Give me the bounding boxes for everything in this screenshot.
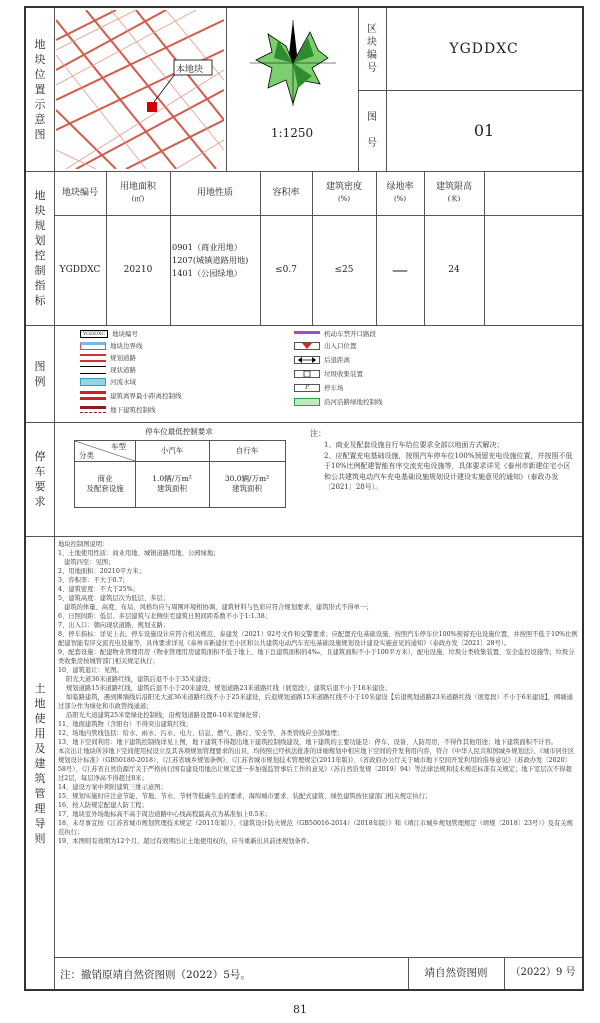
- indicator-header: [170, 171, 260, 215]
- indicator-uses: [172, 241, 260, 280]
- planning-label-char: 块: [34, 204, 46, 217]
- footer-doc-number: （2022）9 号: [510, 967, 576, 978]
- location-map: [56, 10, 224, 169]
- legend-item-setback-line: 建筑离界最小距离控制线: [80, 391, 182, 400]
- row-label: 商业 及配套设施: [86, 474, 124, 493]
- location-label-char: 示: [34, 98, 46, 111]
- parking-label-char: 要: [34, 480, 46, 493]
- bike-value: 30.0辆/万m² 建筑面积: [224, 474, 270, 493]
- landuse-label-char: 及: [34, 742, 46, 755]
- parking-table-title: 停车位最低控制要求: [145, 427, 213, 436]
- land-use-item: 1207(城镇道路用地): [172, 255, 249, 265]
- section-label-landuse: [26, 536, 54, 991]
- landuse-label-char: 土: [34, 682, 46, 695]
- parking-label-char: 停: [34, 450, 46, 463]
- block-location-marker: [147, 102, 157, 112]
- legend-item-river: 河流水域: [80, 377, 136, 386]
- legend-panel: [54, 325, 582, 422]
- parking-note-title: 注：: [310, 429, 326, 438]
- indicator-header-unit: (%): [393, 195, 407, 203]
- indicator-area: 20210: [123, 265, 153, 275]
- legend-item-block-code: YGDDXC 地块编号: [80, 329, 138, 338]
- indicator-header-label: 地块编号: [61, 188, 98, 198]
- landuse-label-char: 导: [34, 817, 46, 830]
- landuse-label-char: 筑: [34, 772, 46, 785]
- map-number-label-char: 号: [367, 137, 377, 149]
- legend-item-underground-line: 地下建筑控制线: [80, 405, 156, 414]
- wind-rose-svg: [248, 18, 338, 108]
- legend-item-planned-road: 规划道路: [80, 353, 136, 362]
- planning-label-char: 地: [34, 189, 46, 202]
- map-number-label: [358, 90, 386, 171]
- legend-item-green-control: 沿河沿路绿地控制线: [294, 397, 383, 406]
- indicator-header-label: 建筑密度: [325, 182, 362, 192]
- parking-panel: [54, 422, 582, 536]
- planning-label-char: 标: [34, 294, 46, 307]
- landuse-label-char: 建: [34, 757, 46, 770]
- indicator-header-unit: (㎡): [131, 195, 145, 203]
- indicator-header-label: 用地性质: [196, 188, 233, 198]
- legend-label-char: 例: [34, 374, 46, 388]
- indicator-code: YGDDXC: [59, 265, 101, 275]
- col-type-label: 车型: [111, 442, 126, 451]
- land-use-item: 1401（公园绿地）: [172, 268, 242, 278]
- indicator-header-label: 用地面积: [119, 182, 156, 192]
- legend-item-no-entry: 机动车禁开口路段: [294, 329, 376, 338]
- block-number-label: [358, 8, 386, 90]
- legend-item-parking: P 停车场: [294, 383, 344, 392]
- parking-table: [74, 440, 286, 508]
- landuse-label-char: 则: [34, 832, 46, 845]
- block-number-value: YGDDXC: [449, 41, 519, 57]
- divider-4: [26, 536, 582, 537]
- parking-notes: 1、商业及配套设施自行车给位要求全部以地面方式解决； 2、应配置充电基础设施，按照汽车停车位100%预留充电设施位置，并按照不低于10%比例配建智能有序交流充电设施等，具体要求详见《泰州市新建住宅小区和公共建筑电动汽车充电基础设施规划设计建设实施意见的通知》（泰政办发〔2021〕28号）。: [324, 441, 573, 491]
- landuse-label-char: 理: [34, 802, 46, 815]
- indicator-header-unit: (%): [337, 195, 351, 203]
- indicators-table: [54, 171, 582, 325]
- parking-icon: P: [294, 384, 320, 392]
- indicator-header: [54, 171, 106, 215]
- location-label-char: 地: [34, 38, 46, 51]
- indicator-header: [106, 171, 170, 215]
- block-number-label-char: 区: [367, 24, 377, 35]
- legend-item-entrance: 出入口位置: [294, 341, 357, 350]
- indicator-header-unit: (米): [447, 195, 461, 203]
- legend-item-existing-road: 现状道路: [80, 365, 136, 374]
- legend-item-boundary: 地块边界线: [80, 341, 143, 350]
- planning-label-char: 指: [34, 279, 46, 292]
- section-label-parking: [26, 422, 54, 536]
- block-number-label-char: 号: [367, 63, 377, 74]
- col-cat-label: 分类: [79, 451, 94, 460]
- section-label-legend: [26, 325, 54, 422]
- planning-label-char: 规: [34, 219, 46, 232]
- indicator-header-label: 容积率: [272, 188, 300, 198]
- location-label-char: 块: [34, 53, 46, 66]
- indicator-header: [424, 171, 484, 215]
- car-value: 1.0辆/万m² 建筑面积: [152, 474, 192, 493]
- indicator-header: [260, 171, 312, 215]
- wind-rose: [248, 18, 338, 108]
- footer-authority: 靖自然资图则: [424, 967, 488, 979]
- legend-item-garbage: 垃圾收集装置: [294, 369, 363, 378]
- map-number-value: 01: [473, 120, 495, 140]
- col-bike-header: 自行车: [235, 446, 259, 455]
- map-number-label-char: 图: [367, 111, 377, 123]
- indicator-header-label: 建筑限高: [435, 182, 472, 192]
- landuse-label-char: 管: [34, 787, 46, 800]
- plan-sheet: [24, 6, 584, 991]
- parking-label-char: 车: [34, 465, 46, 478]
- planning-label-char: 划: [34, 234, 46, 247]
- planning-label-char: 控: [34, 249, 46, 262]
- landuse-label-char: 地: [34, 697, 46, 710]
- landuse-guide-text: 地块控制图说明： 1、土地使用性质：商业用地、城镇道路用地、公园绿地； 建筑四至：见图； 2、用地面积：20210平方米； 3、容积率：不大于0.7； 4、建筑密度：不大于25%； 5、建筑高度：建筑层次为低层、多层； 建筑的体量、高度、布局、风格均应与周围环境相协调，建筑材料与色彩应符合规划要求，建筑形式不得单一； 6、日照间距：低层、多层建筑与北侧住宅建筑日照间距系数不小于1:1.38； 7、出入口：朝向现状道路、规划支路； 8、停车指标：详见上表。停车设施设计应符合相关规范、泰建发（2021）92号文件和交警要求；应配置充电基础设施，按照汽车停车位100%预留充电设施位置，并按照不低于10%比例配建智能有序交流充电设施等，具体要求详见《泰州市新建住宅小区和公共建筑电动汽车充电基础设施规划设计建设实施意见的通知》（泰政办发〔2021〕28号）。 9、配套设施：配建物业管理用房（物业管理用房建筑面积不低于地上、地下总建筑面积的4‰，且建筑面积不小于100平方米），配电设施、垃圾分类收集装置、安全监控设施等；垃圾分类收集房按城管部门相关规定执行； 10、建筑退让：见图。 阳光大道36米道路红线，建筑后退不小于35米建设； 规划道路15米道路红线，建筑后退不小于20米建设，规划道路23米道路红线（展宽段），建筑后退不小于16米建设； 如临路建筑，遇到围墙线后沿阳光大道36米道路红线不小于25米建设，后退规划道路15米道路红线不小于10米建设【后退规划道路23米道路红线（展宽段）不小于6米建设】，围墙通过部分作为绿化和市政管线通道； 沿阳光大道建筑25米宽绿化控制线，沿规划道路设置6-10米宽绿化带； 11、地面建筑物（含阳台）不得突出建筑红线； 12、场地内管线包括：给水、雨水、污水、电力、信息、燃气、路灯、安全等，各类管线应全部地埋； 13、地下空间利用：地下建筑控制线详见上图，地下建筑不得超出地下建筑控制线建设，地下建筑的主要功能是：停车、设备、人防用房，不得作其他用途；地下建筑面积不计容。 本次出让地块所涉地下空间使用权设立及其各项规划管理要求的出具，均按照已经核法批准的详细规划中相应地下空间的开发利用内容，符合《中华人民共和国城乡规划法》、《城市居住区规划设计标准》（GB50180-2018）、《江苏省城乡规划条例》、《江苏省城市规划技术管理规定(2011年版)》、《省政府办公厅关于城市地下空间开发利用的指导意见》（苏政办发〔2020〕58号）、《江苏省自然资源厅关于严格执行国有建设用地出让规定进一步加强监管事后工作的意见》（苏自然资发规〔2019〕94）等法律法规和技术规范标准有关规定；地下室层次不得超过2层，每层净高不得超过8米； 14、建设方案中须附建筑三维示意图； 15、规划实施时应注意节能、节地、节水、节材等低碳生态的要求，海绵城市要求、装配式建筑、绿色建筑按住建部门相关规定执行； 16、按人防规定配建人防工程； 17、地块室外场地标高不高于周边道路中心线高程最高点为基准加上0.5米； 18、未尽事宜按《江苏省城市规划管理技术规定（2011年版）》、《建筑设计防火规范（GB50016-2014）（2018年版）》和《靖江市城乡规划管理规定（靖规〔2018〕23号）》及有关规范执行； 19、本图则有效期为12个月，超过有效期出让土地使用权的，应当重新出具前述规划条件。: [58, 541, 578, 845]
- footer-revoke-note: 注：撤销原靖自然资图则（2022）5号。: [60, 968, 251, 981]
- parking-label-char: 求: [34, 495, 46, 508]
- indicator-header-label: 绿地率: [386, 182, 414, 192]
- col-car-header: 小汽车: [160, 446, 184, 455]
- indicator-far: ≤0.7: [275, 265, 297, 275]
- block-number-label-char: 编: [367, 50, 377, 61]
- indicator-height: 24: [448, 265, 460, 275]
- location-map-svg: [56, 10, 224, 169]
- location-label-char: 意: [34, 113, 46, 126]
- entrance-icon: [302, 343, 312, 349]
- indicator-header: [312, 171, 376, 215]
- block-number-label-char: 块: [367, 37, 377, 48]
- distance-icon: [298, 357, 316, 363]
- landuse-label-char: 用: [34, 727, 46, 740]
- location-label-char: 图: [34, 128, 46, 141]
- indicator-density: ≤25: [334, 265, 354, 275]
- planning-label-char: 制: [34, 264, 46, 277]
- page-number: 81: [293, 1003, 307, 1016]
- block-marker-label: 本地块: [176, 65, 204, 75]
- landuse-label-char: 使: [34, 712, 46, 725]
- section-label-planning: [26, 171, 54, 325]
- location-label-char: 位: [34, 68, 46, 81]
- indicator-green: —: [392, 260, 408, 279]
- location-label-char: 置: [34, 83, 46, 96]
- map-scale: 1:1250: [270, 126, 314, 140]
- legend-item-setback-distance: 后退距离: [294, 355, 350, 364]
- land-use-item: 0901（商业用地）: [172, 242, 242, 252]
- garbage-icon: [303, 370, 311, 377]
- section-label-location: [26, 8, 54, 171]
- legend-label-char: 图: [34, 359, 46, 373]
- indicator-header: [376, 171, 424, 215]
